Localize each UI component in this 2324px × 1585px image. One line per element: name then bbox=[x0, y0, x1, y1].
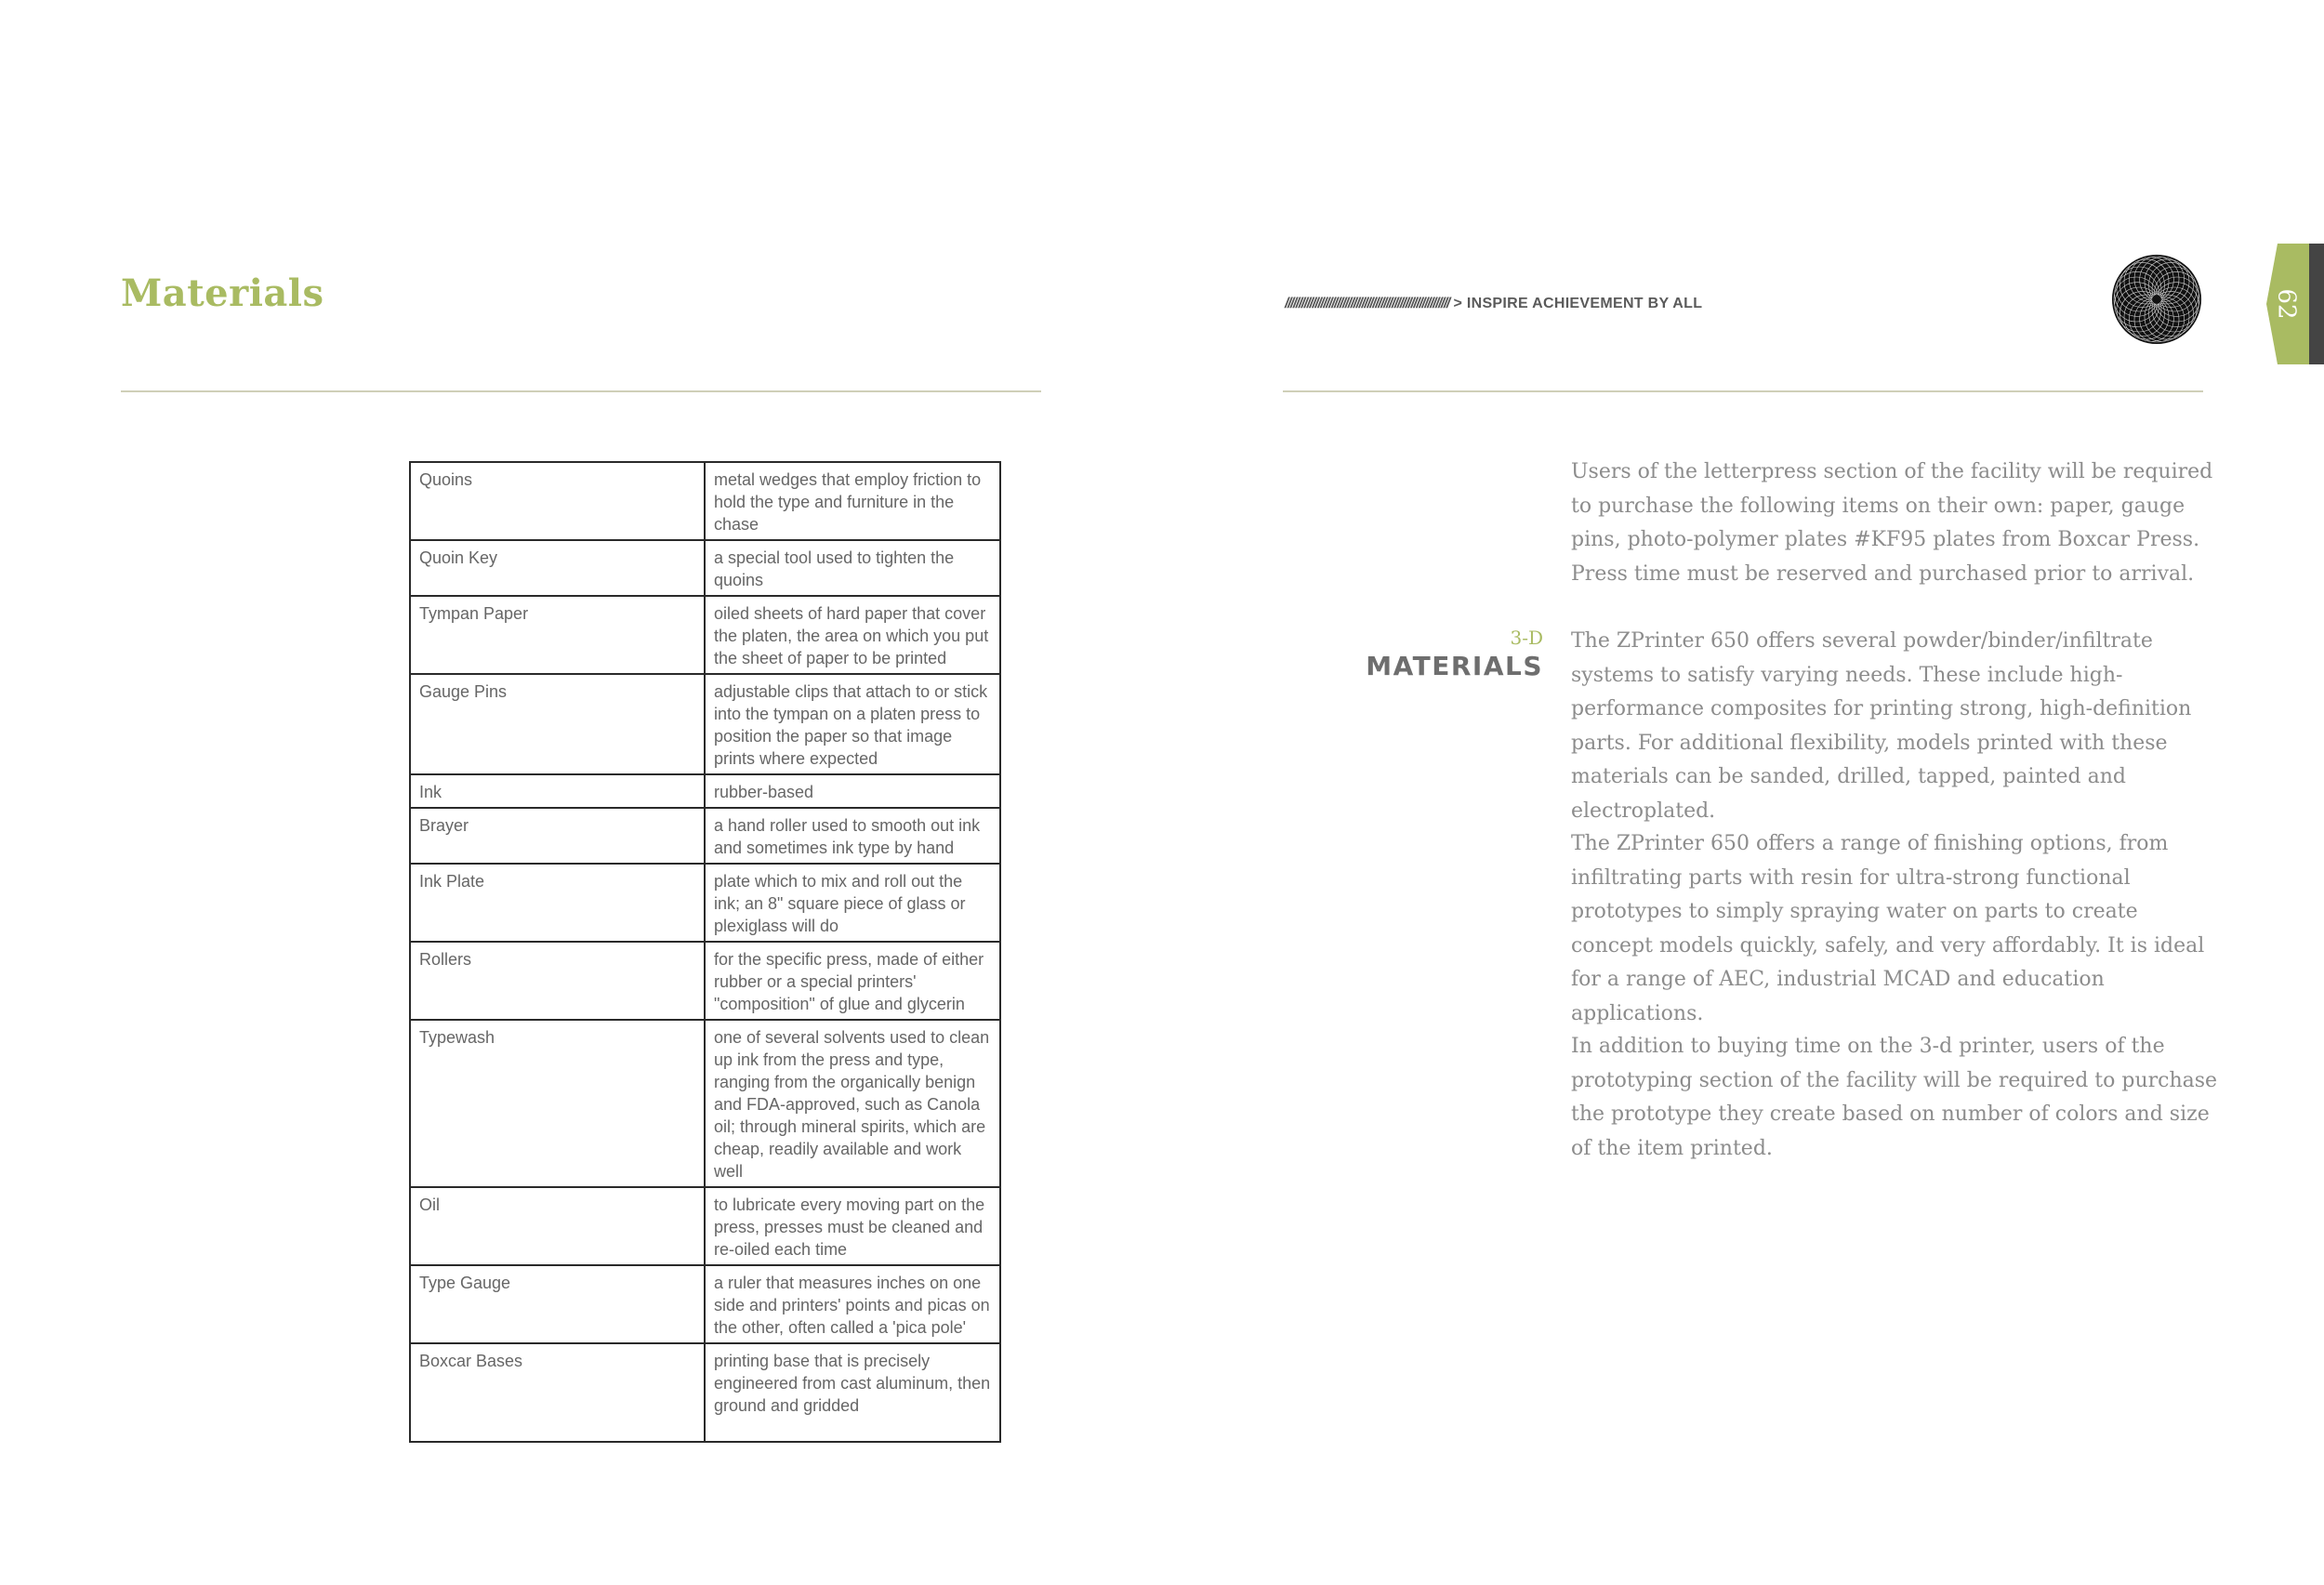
table-row bbox=[410, 1265, 1000, 1343]
material-definition: a ruler that measures inches on one side and printers' points and picas on the other, often called a 'pica pole' bbox=[705, 1265, 1000, 1343]
page-title: Materials bbox=[121, 271, 324, 315]
material-definition: a special tool used to tighten the quoins bbox=[705, 540, 1000, 596]
side-heading-small: 3-D bbox=[1510, 627, 1543, 649]
material-definition: a hand roller used to smooth out ink and sometimes ink type by hand bbox=[705, 808, 1000, 864]
paragraph-powder-systems: The ZPrinter 650 offers several powder/binder/infiltrate systems to satisfy varying needs. These include high-performance composites for printing strong, high-definition parts. For additional flexibility, models printed with these materials can be sanded, drilled, tapped, painted and electroplated. bbox=[1571, 629, 2192, 823]
material-definition: one of several solvents used to clean up ink from the press and type, ranging from the organically benign and FDA-approved, such as Canola oil; through mineral spirits, which are cheap, readily available and work well bbox=[705, 1020, 1000, 1187]
table-row bbox=[410, 808, 1000, 864]
table-row bbox=[410, 674, 1000, 774]
section-header bbox=[1285, 296, 1702, 312]
material-term: Quoins bbox=[410, 462, 705, 540]
material-term: Typewash bbox=[410, 1020, 705, 1187]
table-row bbox=[410, 596, 1000, 674]
table-row bbox=[410, 774, 1000, 808]
side-heading-big: MATERIALS bbox=[1366, 651, 1543, 681]
table-row bbox=[410, 864, 1000, 942]
tab-edge-bar bbox=[2309, 244, 2324, 364]
material-term: Gauge Pins bbox=[410, 674, 705, 774]
material-term: Oil bbox=[410, 1187, 705, 1265]
material-definition: printing base that is precisely engineered from cast aluminum, then ground and gridded bbox=[705, 1343, 1000, 1442]
paragraph-finishing: The ZPrinter 650 offers a range of finishing options, from infiltrating parts with resin for ultra-strong functional prototypes to simply spraying water on parts to create concept models quickly, safely, and very affordably. It is ideal for a range of AEC, industrial MCAD and education applications. bbox=[1571, 832, 2205, 1025]
material-definition: plate which to mix and roll out the ink; an 8" square piece of glass or plexiglass will do bbox=[705, 864, 1000, 942]
material-term: Rollers bbox=[410, 942, 705, 1020]
material-term: Ink Plate bbox=[410, 864, 705, 942]
material-definition: rubber-based bbox=[705, 774, 1000, 808]
table-row bbox=[410, 942, 1000, 1020]
table-row bbox=[410, 540, 1000, 596]
page-number: 62 bbox=[2273, 288, 2301, 320]
spirograph-logo-icon bbox=[2110, 253, 2203, 346]
material-term: Ink bbox=[410, 774, 705, 808]
materials-table bbox=[409, 461, 1001, 1443]
table-row bbox=[410, 1343, 1000, 1442]
table-row bbox=[410, 1187, 1000, 1265]
rosette-center bbox=[2152, 295, 2161, 304]
right-divider bbox=[1283, 390, 2203, 392]
paragraph-prototyping: In addition to buying time on the 3-d printer, users of the prototyping section of the facility will be required to purchase the prototype they create based on number of colors and size of the item printed. bbox=[1571, 1035, 2218, 1160]
material-term: Boxcar Bases bbox=[410, 1343, 705, 1442]
material-term: Brayer bbox=[410, 808, 705, 864]
material-definition: to lubricate every moving part on the press, presses must be cleaned and re-oiled each time bbox=[705, 1187, 1000, 1265]
material-definition: adjustable clips that attach to or stick into the tympan on a platen press to position the paper so that image prints where expected bbox=[705, 674, 1000, 774]
table-row bbox=[410, 462, 1000, 540]
material-term: Quoin Key bbox=[410, 540, 705, 596]
material-term: Type Gauge bbox=[410, 1265, 705, 1343]
header-tagline: > INSPIRE ACHIEVEMENT BY ALL bbox=[1453, 296, 1703, 311]
table-row bbox=[410, 1020, 1000, 1187]
material-definition: for the specific press, made of either rubber or a special printers' "composition" of glue and glycerin bbox=[705, 942, 1000, 1020]
material-term: Tympan Paper bbox=[410, 596, 705, 674]
page-number-tab bbox=[2266, 244, 2324, 364]
material-definition: oiled sheets of hard paper that cover the platen, the area on which you put the sheet of paper to be printed bbox=[705, 596, 1000, 674]
header-slashes: //////////////////////////////////////////////////////////// bbox=[1285, 296, 1449, 311]
paragraph-letterpress: Users of the letterpress section of the facility will be required to purchase the following items on their own: paper, gauge pins, photo-polymer plates #KF95 plates from Boxcar Press. Press time must be reserved and purchased prior to arrival. bbox=[1571, 460, 2213, 586]
material-definition: metal wedges that employ friction to hold the type and furniture in the chase bbox=[705, 462, 1000, 540]
side-heading bbox=[1366, 625, 1543, 682]
left-divider bbox=[121, 390, 1041, 392]
